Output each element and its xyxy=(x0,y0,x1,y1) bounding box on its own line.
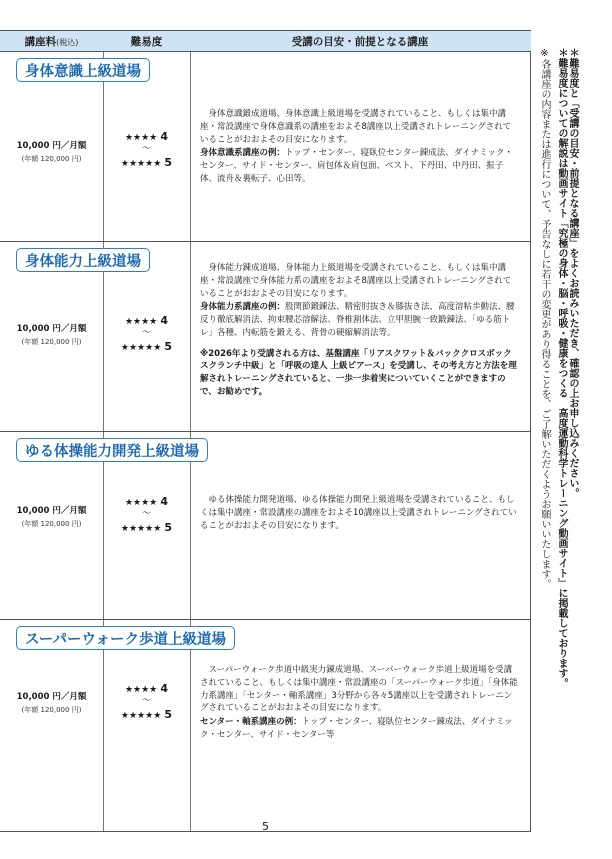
header-guide: 受講の目安・前提となる講座 xyxy=(291,35,429,48)
course-description: スーパーウォーク歩道中級実力錬成道場、スーパーウォーク歩道上級道場を受講されていること、もしくは集中講座・常設講座の「スーパーウォーク歩道」「身体能力系講座」「センター・軸系講座」3分野から各々5講座以上を受講されトレーニングされていることがおおよその目安になります。 センター・軸系講座の例：トップ・センター、寝臥位センター錬成法、ダイナミック・センター、サイド・センター等 xyxy=(200,665,518,740)
course-row-2 xyxy=(0,242,530,432)
course-row-4 xyxy=(0,620,530,832)
course-row-3 xyxy=(0,432,530,620)
header-difficulty: 難易度 xyxy=(130,35,163,48)
course-price: 10,000 円／月額 (年額 120,000 円) xyxy=(16,141,87,163)
course-title: 身体能力上級道場 xyxy=(16,248,150,272)
course-description: ゆる体操能力開発道場、ゆる体操能力開発上級道場を受講されていること、もしくは集中講座・常設講座の講座をおよそ10講座以上受講されトレーニングされていることがおおよその目安になります。 xyxy=(200,495,517,531)
course-row-1 xyxy=(0,52,530,242)
course-price: 10,000 円／月額 (年額 120,000 円) xyxy=(16,692,87,714)
course-price: 10,000 円／月額 (年額 120,000 円) xyxy=(16,324,87,346)
side-note-1: ＊難易度と「受講の目安・前提となる講座」をよくお読みいただき、確認の上お申し込みください。 xyxy=(567,48,578,498)
table-header xyxy=(0,30,531,52)
course-title: 身体意識上級道場 xyxy=(16,58,150,82)
course-difficulty: ★★★★ 4 〜 ★★★★★ 5 xyxy=(120,314,173,353)
header-fee: 講座料(税込) xyxy=(24,35,79,48)
course-title: ゆる体操能力開発上級道場 xyxy=(16,438,208,462)
course-title: スーパーウォーク歩道上級道場 xyxy=(16,626,235,650)
side-note-2: ＊難易度についての解説は動画サイト「究極の身体・脳・呼吸・健康をつくる 高度運動科学トレーニング動画サイト」に掲載しております。 xyxy=(556,48,567,688)
course-description: 身体意識鍛成道場、身体意識上級道場を受講されていること、もしくは集中講座・常設講座で身体意識系の講座をおよそ8講座以上受講されトレーニングされていることがおおよその目安になります。 身体意識系講座の例：トップ・センター、寝臥位センター錬成法、ダイナミック・センター、サイド・センター、肩包体＆肩包面、ベスト、下丹田、中丹田、振子体、流舟＆裏転子、心田等。 xyxy=(200,109,513,184)
course-difficulty: ★★★★ 4 〜 ★★★★★ 5 xyxy=(120,682,173,721)
course-difficulty: ★★★★ 4 〜 ★★★★★ 5 xyxy=(120,495,173,534)
course-description: 身体能力錬成道場、身体能力上級道場を受講されていること、もしくは集中講座・常設講座で身体能力系の講座をおよそ8講座以上受講されトレーニングされていることがおおよその目安になります。 身体能力系講座の例：股関節鍛錬法、精密肘抜き＆膝抜き法、高度溶粘歩動法、腰反り徹底解消法、拘束腰芯溶解法、脊椎割体法、立甲胆腕一致鍛錬法、「ゆる筋トレ」各種、内転筋を鍛える、背骨の硬縮解消法等。 ※2026年より受講される方は、基盤講座「リアスクワット＆バッククロスボックスクランチ中級」と「呼吸の達人 上級ピアース」を受講し、その考え方と方法を理解されトレーニングされていると、一歩一歩着実についていくことができますので、お勧めです。 xyxy=(200,263,517,397)
course-price: 10,000 円／月額 (年額 120,000 円) xyxy=(16,506,87,528)
page-number: 5 xyxy=(262,820,269,833)
course-table xyxy=(0,52,531,832)
course-note: ※2026年より受講される方は、基盤講座「リアスクワット＆バッククロスボックスクランチ中級」と「呼吸の達人 上級ピアース」を受講し、その考え方と方法を理解されトレーニングされていると、一歩一歩着実についていくことができますので、お勧めです。 xyxy=(200,348,517,397)
side-note-3: ※各講座の内容または進行について、予告なしに若干の変更があり得ることを、ご了解いただくようお願いいたします。 xyxy=(539,48,550,589)
course-difficulty: ★★★★ 4 〜 ★★★★★ 5 xyxy=(120,130,173,169)
